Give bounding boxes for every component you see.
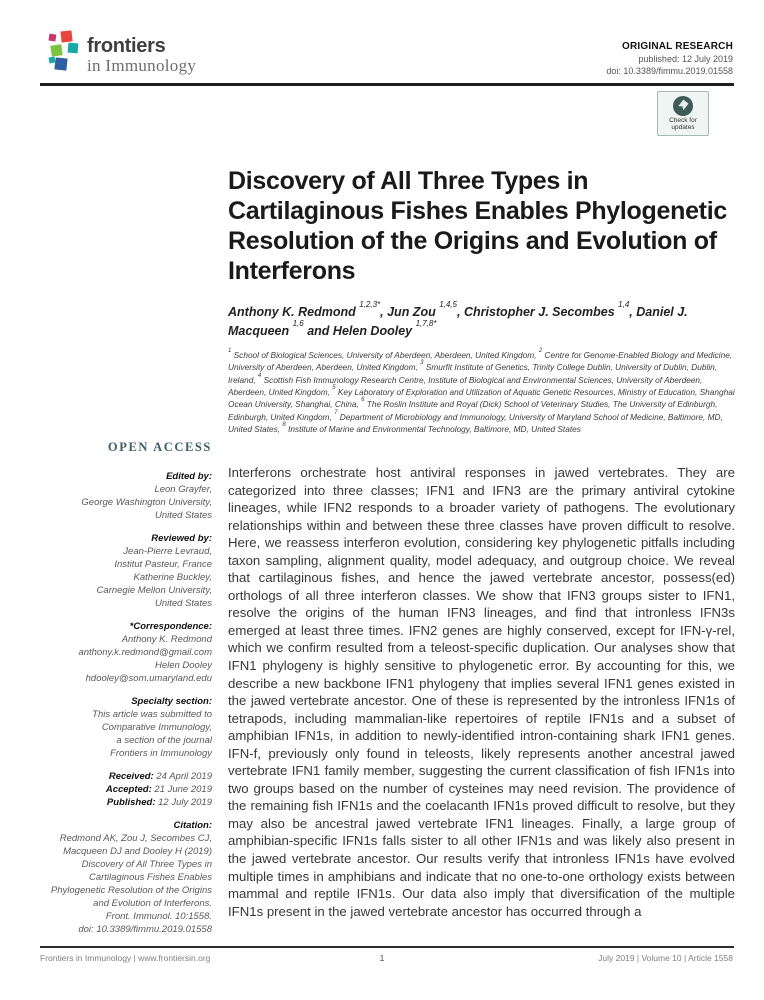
check-badge-line1: Check for [669, 117, 697, 124]
sidebar-line: Institut Pasteur, France [114, 559, 212, 570]
sidebar-date-label: Published: [106, 797, 159, 808]
affiliation-number: 6 [361, 397, 365, 404]
sidebar-line: Anthony K. Redmond [121, 634, 212, 645]
sidebar-group [40, 470, 212, 522]
sidebar-line: Discovery of All Three Types in [81, 859, 212, 870]
sidebar-group-label: Reviewed by: [151, 533, 212, 544]
crossmark-icon [672, 95, 694, 117]
article-title: Discovery of All Three Types in Cartilaginous Fishes Enables Phylogenetic Resolution of the Origins and Evolution of Interferons [228, 167, 727, 285]
article-info-sidebar [40, 440, 212, 946]
affiliation-number: 8 [282, 422, 286, 429]
logo-journal-name: in Immunology [87, 56, 197, 75]
abstract-text: Interferons orchestrate host antiviral responses in jawed vertebrates. They are categorized into three classes; IFN1 and IFN3 are the primary antiviral cytokine lineages, while IFN2 responds to a broader variety of pathogens. The evolutionary relationships within and between these three classes have proven difficult to resolve. Here, we reassess interferon evolution, considering key phylogenetic pitfalls including taxon sampling, alignment quality, model adequacy, and outgroup choice. We reveal that cartilaginous fishes, and hence the jawed vertebrate ancestor, possess(ed) orthologs of all three interferon classes. We show that IFN3 groups sister to IFN1, resolve the origins of the human IFN3 lineages, and find that intronless IFN3s emerged at least three times. IFN2 genes are highly conserved, except for IFN-γ-rel, which we confirm resulted from a teleost-specific duplication. Our analyses show that IFN1 phylogeny is highly sensitive to phylogenetic error. By accounting for this, we describe a new backbone IFN1 phylogeny that implies several IFN1 genes existed in the jawed vertebrate ancestor. One of these is represented by the intronless IFN1s of tetrapods, including mammalian-like repertoires of reptile IFN1s and a subset of amphibian IFN1s, in addition to newly-identified intron-containing shark IFN1 genes. IFN-f, previously only found in teleosts, likely represents another ancestral jawed vertebrate IFN1 family member, suggesting the current classification of fish IFN1s into two groups based on the number of cysteines may need revision. The providence of the remaining fish IFN1s and the coelacanth IFN1s proved difficult to resolve, but they may also be ancestral jawed vertebrate IFN1 lineages. Finally, a large group of amphibian-specific IFN1s falls sister to all other IFN1s and was likely also present in the jawed vertebrate ancestor. Our results verify that intronless IFN1s have evolved multiple times in amphibians and indicate that no one-to-one orthology exists between mammal and reptile IFN1s. Our data also imply that diversification of the multiple IFN1s present in the jawed vertebrate ancestor has occurred through a [228, 465, 735, 919]
sidebar-group-label: *Correspondence: [129, 621, 212, 632]
sidebar-line: Comparative Immunology, [101, 722, 212, 733]
doi-line[interactable]: doi: 10.3389/fimmu.2019.01558 [606, 66, 733, 76]
sidebar-date-label: Accepted: [105, 784, 155, 795]
sidebar-date-line: Published: 12 July 2019 [106, 797, 212, 808]
author-affiliation-sup: 1,6 [292, 319, 304, 329]
sidebar-date-line: Accepted: 21 June 2019 [105, 784, 212, 795]
affiliation-number: 2 [538, 348, 543, 354]
author-affiliation-sup: 1,2,3* [359, 300, 381, 309]
sidebar-group [40, 695, 212, 760]
affiliation-number: 1 [228, 348, 232, 354]
sidebar-line: a section of the journal [116, 735, 212, 746]
affiliation-number: 5 [332, 385, 336, 392]
author-affiliation-sup: 1,4 [618, 300, 630, 309]
sidebar-group-label: Specialty section: [131, 696, 212, 707]
sidebar-group-label: Edited by: [166, 471, 212, 482]
header-divider [40, 83, 734, 86]
sidebar-group [40, 819, 212, 936]
logo-text [87, 30, 196, 75]
sidebar-line: George Washington University, [81, 497, 212, 508]
header-meta [606, 41, 733, 77]
correspondence-email[interactable]: anthony.k.redmond@gmail.com [78, 647, 212, 658]
sidebar-line: United States [154, 510, 212, 521]
sidebar-groups [40, 470, 212, 936]
affiliation-number: 4 [257, 372, 262, 379]
logo-brand: frontiers [87, 35, 166, 57]
sidebar-line: Jean-Pierre Levraud, [123, 546, 212, 557]
sidebar-line: Front. Immunol. 10:1558. [105, 911, 212, 922]
sidebar-line: Katherine Buckley, [133, 572, 212, 583]
published-date-line: published: 12 July 2019 [638, 54, 733, 64]
sidebar-line: Carnegie Mellon University, [96, 585, 212, 596]
footer-journal-url[interactable]: Frontiers in Immunology | www.frontiersin.org [40, 953, 211, 963]
sidebar-line: Helen Dooley [154, 660, 212, 671]
sidebar-line: doi: 10.3389/fimmu.2019.01558 [78, 924, 212, 935]
affiliation-number: 7 [334, 409, 338, 416]
footer-issue-info: July 2019 | Volume 10 | Article 1558 [598, 953, 733, 963]
sidebar-group [40, 620, 212, 685]
affiliation-number: 3 [420, 360, 424, 367]
author-affiliation-sup: 1,7,8* [415, 319, 437, 329]
sidebar-line: This article was submitted to [92, 709, 212, 720]
sidebar-date-label: Received: [108, 771, 157, 782]
sidebar-line: Frontiers in Immunology [110, 748, 212, 759]
sidebar-line: and Evolution of Interferons. [93, 898, 212, 909]
sidebar-line: Redmond AK, Zou J, Secombes CJ, [59, 833, 212, 844]
footer-divider [40, 946, 734, 948]
author-list: Anthony K. Redmond $^{1,2,3*}$, Jun Zou $^{1,4,5}$, Christopher J. Secombes $^{1,4}$, Daniel J. Macqueen $^{1,6}$ and Helen Dooley $^{1,7,8*}$ [228, 300, 688, 339]
sidebar-group [40, 532, 212, 610]
correspondence-email[interactable]: hdooley@som.umaryland.edu [85, 673, 212, 684]
affiliations: $^1$ School of Biological Sciences, University of Aberdeen, Aberdeen, United Kingdom, $^2$ Centre for Genome-Enabled Biology and Medicine, University of Aberdeen, Aberdeen, United Kingdom, $^3$ Smurfit Institute of Genetics, Trinity College Dublin, University of Dublin, Dublin, Ireland, $^4$ Scottish Fish Immunology Research Centre, Institute of Biological and Environmental Sciences, University of Aberdeen, Aberdeen, United Kingdom, $^5$ Key Laboratory of Exploration and Utilization of Aquatic Genetic Resources, Ministry of Education, Shanghai Ocean University, Shanghai, China, $^6$ The Roslin Institute and Royal (Dick) School of Veterinary Studies, The University of Edinburgh, Edinburgh, United Kingdom, $^7$ Department of Microbiology and Immunology, University of Maryland School of Medicine, Baltimore, MD, United States, $^8$ Institute of Marine and Environmental Technology, Baltimore, MD, United States [228, 348, 735, 434]
sidebar-line: United States [154, 598, 212, 609]
sidebar-line: Leon Grayfer, [154, 484, 212, 495]
open-access-label: OPEN ACCESS [107, 440, 212, 454]
check-badge-line2: updates [671, 124, 695, 131]
frontiers-cubes-icon [48, 30, 80, 76]
check-for-updates-badge[interactable] [657, 91, 709, 136]
sidebar-group [40, 770, 212, 809]
sidebar-line: Macqueen DJ and Dooley H (2019) [63, 846, 212, 857]
sidebar-line: Phylogenetic Resolution of the Origins [50, 885, 212, 896]
article-type-label: ORIGINAL RESEARCH [621, 41, 733, 52]
frontiers-logo[interactable] [48, 30, 196, 76]
sidebar-date-line: Received: 24 April 2019 [108, 771, 212, 782]
footer-page-number: 1 [379, 953, 385, 963]
sidebar-group-label: Citation: [173, 820, 212, 831]
sidebar-line: Cartilaginous Fishes Enables [88, 872, 212, 883]
check-badge-label [669, 117, 697, 131]
author-affiliation-sup: 1,4,5 [439, 300, 457, 309]
